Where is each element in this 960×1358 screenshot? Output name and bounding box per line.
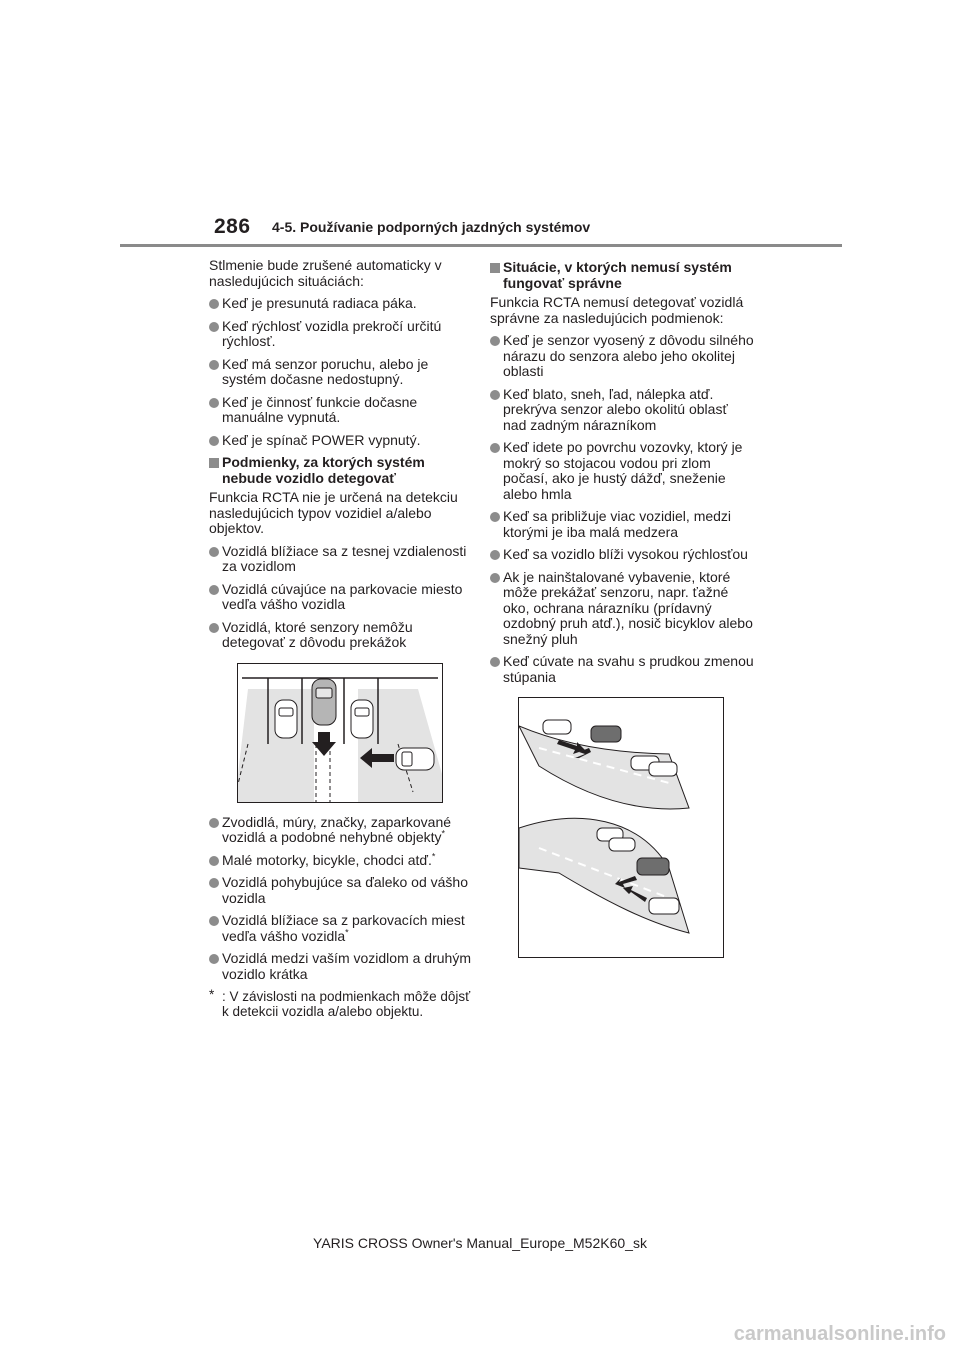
left-column — [209, 258, 473, 1019]
square-bullet-icon — [490, 263, 500, 273]
round-bullet-icon — [490, 512, 500, 522]
bullet-text: Keď sa vozidlo blíži vysokou rýchlosťou — [503, 546, 748, 562]
footnote — [209, 989, 473, 1019]
undetected-item — [209, 620, 473, 651]
bullet-text: Ak je nainštalované vybavenie, ktoré môže prekážať senzoru, napr. ťažné oko, ochrana nárazníku (prídavný ozdobný pruh atď.), nosič bicyklov alebo snežný pluh — [503, 568, 753, 647]
round-bullet-icon — [209, 818, 219, 828]
round-bullet-icon — [209, 299, 219, 309]
malfunction-heading-text: Situácie, v ktorých nemusí systém fungovať správne — [503, 259, 732, 291]
round-bullet-icon — [209, 954, 219, 964]
page-number: 286 — [214, 215, 251, 238]
round-bullet-icon — [490, 390, 500, 400]
bullet-text: Keď idete po povrchu vozovky, ktorý je mokrý so stojacou vodou pri zlom počasí, ako je hustý dážď, sneženie alebo hmla — [503, 439, 743, 502]
watermark: carmanualsonline.info — [733, 1323, 946, 1345]
footnote-text: : V závislosti na podmienkach môže dôjsť k detekcii vozidla a/alebo objektu. — [222, 989, 471, 1019]
round-bullet-icon — [490, 550, 500, 560]
bullet-text: Malé motorky, bicykle, chodci atď. — [222, 851, 432, 868]
cancel-list — [209, 296, 473, 448]
malfunction-item — [490, 570, 754, 648]
bullet-text: Vozidlá pohybujúce sa ďaleko od vášho vozidla — [222, 874, 468, 906]
bullet-text: Keď je presunutá radiaca páka. — [222, 295, 417, 311]
malfunction-item — [490, 547, 754, 563]
parking-lot-svg — [238, 664, 442, 802]
undetected-item — [209, 544, 473, 575]
undetected-list-b — [209, 815, 473, 983]
cancel-item — [209, 319, 473, 350]
cancel-item — [209, 296, 473, 312]
footnote-reference: * — [441, 828, 446, 839]
bullet-text: Vozidlá cúvajúce na parkovacie miesto vedľa vášho vozidla — [222, 580, 463, 612]
cancel-item — [209, 433, 473, 449]
cancel-item — [209, 357, 473, 388]
slope-road-illustration — [518, 697, 724, 958]
round-bullet-icon — [209, 436, 219, 446]
bullet-text: Zvodidlá, múry, značky, zaparkované vozidlá a podobné nehybné objekty — [222, 813, 452, 845]
malfunction-item — [490, 509, 754, 540]
bullet-text: Keď sa približuje viac vozidiel, medzi ktorými je iba malá medzera — [503, 508, 732, 540]
undetected-item — [209, 951, 473, 982]
round-bullet-icon — [209, 322, 219, 332]
round-bullet-icon — [209, 547, 219, 557]
round-bullet-icon — [209, 916, 219, 926]
round-bullet-icon — [209, 585, 219, 595]
bullet-text: Keď blato, sneh, ľad, nálepka atď. prekrýva senzor alebo okolitú oblasť nad zadným nárazníkom — [503, 385, 728, 433]
footnote-reference: * — [345, 926, 349, 937]
section-title: 4-5. Používanie podporných jazdných systémov — [272, 219, 591, 235]
undetected-paragraph: Funkcia RCTA nie je určená na detekciu nasledujúcich typov vozidiel a/alebo objektov. — [209, 489, 458, 536]
undetected-item — [209, 913, 473, 944]
round-bullet-icon — [209, 878, 219, 888]
round-bullet-icon — [209, 623, 219, 633]
malfunction-list — [490, 333, 754, 685]
cancel-item — [209, 395, 473, 426]
undetected-list-a — [209, 544, 473, 651]
malfunction-paragraph: Funkcia RCTA nemusí detegovať vozidlá správne za nasledujúcich podmienok: — [490, 294, 744, 326]
right-column — [490, 258, 754, 970]
bullet-text: Keď rýchlosť vozidla prekročí určitú rýchlosť. — [222, 317, 442, 349]
undetected-heading — [209, 455, 473, 486]
round-bullet-icon — [209, 856, 219, 866]
undetected-item — [209, 850, 473, 869]
slope-road-svg — [519, 698, 723, 957]
undetected-item — [209, 815, 473, 846]
malfunction-item — [490, 654, 754, 685]
bullet-text: Vozidlá, ktoré senzory nemôžu detegovať z dôvodu prekážok — [222, 618, 413, 650]
parking-lot-illustration — [237, 663, 443, 803]
malfunction-item — [490, 387, 754, 434]
round-bullet-icon — [209, 398, 219, 408]
footer: YARIS CROSS Owner's Manual_Europe_M52K60_sk — [313, 1235, 647, 1251]
square-bullet-icon — [209, 458, 219, 468]
bullet-text: Keď je činnosť funkcie dočasne manuálne vypnutá. — [222, 393, 418, 425]
undetected-item — [209, 875, 473, 906]
bullet-text: Vozidlá blížiace sa z parkovacích miest vedľa vášho vozidla — [222, 912, 465, 944]
round-bullet-icon — [209, 360, 219, 370]
round-bullet-icon — [490, 336, 500, 346]
malfunction-item — [490, 333, 754, 380]
bullet-text: Keď cúvate na svahu s prudkou zmenou stúpania — [503, 653, 754, 685]
undetected-item — [209, 582, 473, 613]
malfunction-heading — [490, 260, 754, 291]
undetected-heading-text: Podmienky, za ktorých systém nebude vozidlo detegovať — [222, 454, 425, 486]
round-bullet-icon — [490, 657, 500, 667]
bullet-text: Vozidlá blížiace sa z tesnej vzdialenosti za vozidlom — [222, 542, 467, 574]
footnote-reference: * — [431, 850, 436, 861]
bullet-text: Keď je senzor vyosený z dôvodu silného nárazu do senzora alebo jeho okolitej oblasti — [503, 332, 754, 379]
intro-paragraph: Stlmenie bude zrušené automaticky v nasledujúcich situáciách: — [209, 257, 442, 289]
round-bullet-icon — [490, 573, 500, 583]
bullet-text: Keď má senzor poruchu, alebo je systém dočasne nedostupný. — [222, 355, 429, 387]
bullet-text: Vozidlá medzi vaším vozidlom a druhým vozidlo krátka — [222, 950, 471, 982]
bullet-text: Keď je spínač POWER vypnutý. — [222, 431, 421, 448]
malfunction-item — [490, 440, 754, 502]
footnote-mark: * — [209, 987, 215, 1002]
round-bullet-icon — [490, 443, 500, 453]
header-rule — [120, 244, 842, 247]
